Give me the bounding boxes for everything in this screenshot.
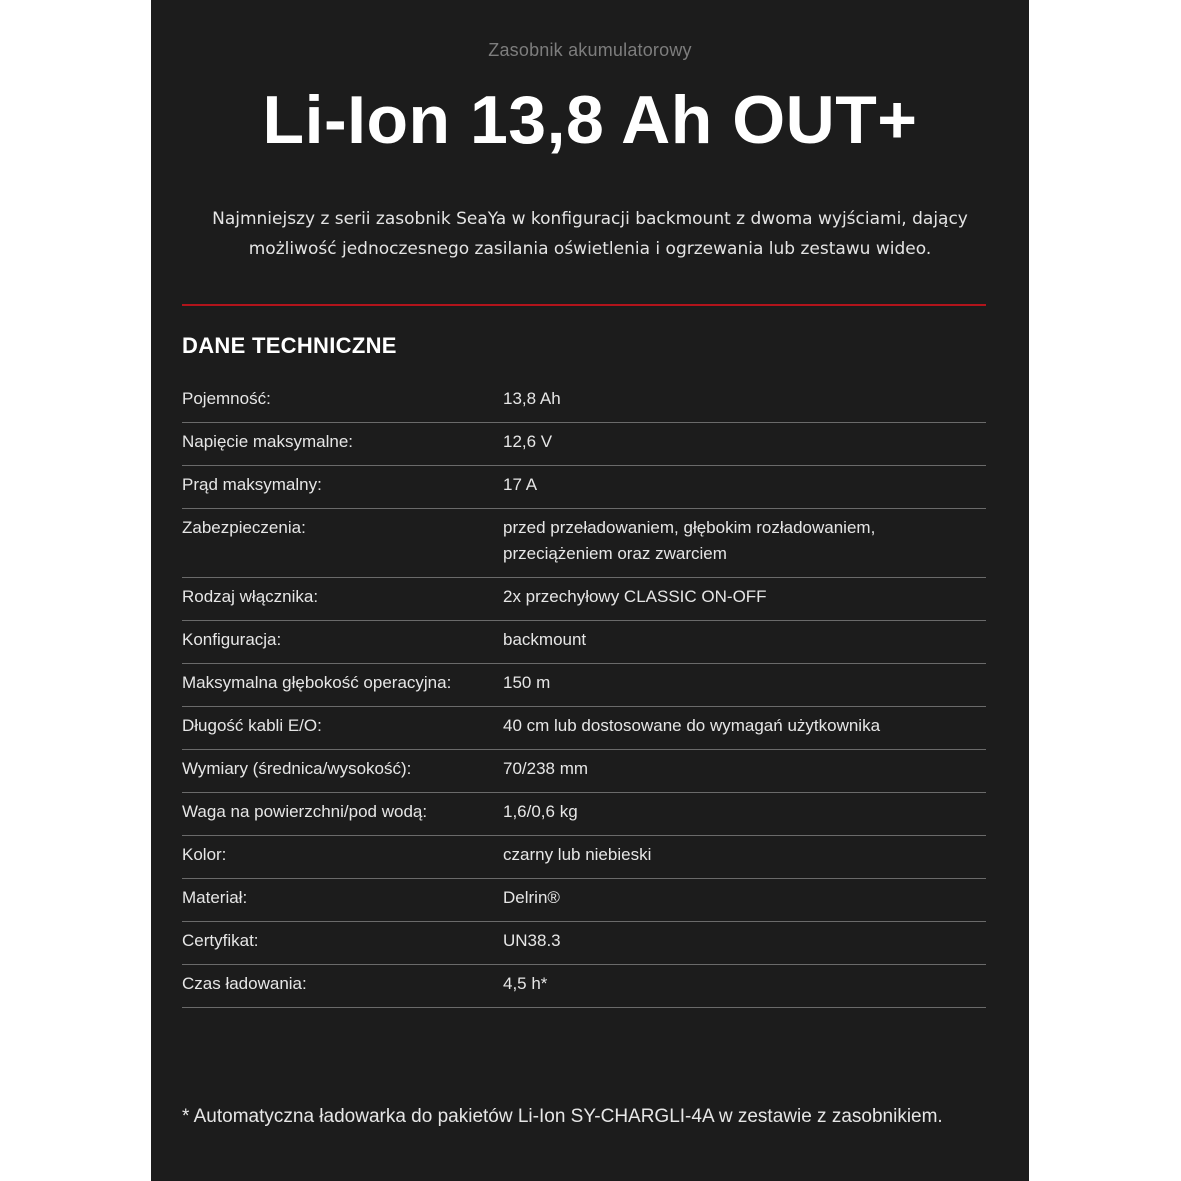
- spec-label: Certyfikat:: [182, 922, 503, 965]
- spec-value: 40 cm lub dostosowane do wymagań użytkownika: [503, 707, 986, 750]
- spec-value: 2x przechyłowy CLASSIC ON-OFF: [503, 578, 986, 621]
- spec-value: 12,6 V: [503, 423, 986, 466]
- table-row: [182, 578, 986, 621]
- product-title: Li-Ion 13,8 Ah OUT+: [262, 82, 918, 158]
- spec-value: 13,8 Ah: [503, 380, 986, 423]
- table-row: [182, 922, 986, 965]
- spec-label: Prąd maksymalny:: [182, 466, 503, 509]
- product-panel: [151, 0, 1029, 1181]
- spec-label: Wymiary (średnica/wysokość):: [182, 750, 503, 793]
- spec-value: backmount: [503, 621, 986, 664]
- spec-value: Delrin®: [503, 879, 986, 922]
- spec-value: 70/238 mm: [503, 750, 986, 793]
- table-row: [182, 423, 986, 466]
- table-row: [182, 793, 986, 836]
- spec-label: Maksymalna głębokość operacyjna:: [182, 664, 503, 707]
- spec-value: 150 m: [503, 664, 986, 707]
- table-row: [182, 707, 986, 750]
- table-row: [182, 509, 986, 578]
- table-row: [182, 879, 986, 922]
- spec-label: Materiał:: [182, 879, 503, 922]
- spec-value: czarny lub niebieski: [503, 836, 986, 879]
- spec-label: Kolor:: [182, 836, 503, 879]
- product-category: Zasobnik akumulatorowy: [488, 40, 692, 60]
- table-row: [182, 750, 986, 793]
- specs-heading: DANE TECHNICZNE: [182, 333, 397, 358]
- spec-label: Napięcie maksymalne:: [182, 423, 503, 466]
- spec-value: UN38.3: [503, 922, 986, 965]
- spec-label: Rodzaj włącznika:: [182, 578, 503, 621]
- table-row: [182, 466, 986, 509]
- spec-label: Pojemność:: [182, 380, 503, 423]
- spec-value: 4,5 h*: [503, 965, 986, 1008]
- section-divider: [182, 304, 986, 306]
- specs-table: [182, 380, 986, 1008]
- product-description: Najmniejszy z serii zasobnik SeaYa w konfiguracji backmount z dwoma wyjściami, dający możliwość jednoczesnego zasilania oświetlenia i ogrzewania lub zestawu wideo.: [212, 209, 968, 259]
- footnote: * Automatyczna ładowarka do pakietów Li-Ion SY-CHARGLI-4A w zestawie z zasobnikiem.: [182, 1106, 943, 1127]
- spec-value: 1,6/0,6 kg: [503, 793, 986, 836]
- table-row: [182, 836, 986, 879]
- table-row: [182, 664, 986, 707]
- spec-label: Zabezpieczenia:: [182, 509, 503, 578]
- spec-value: 17 A: [503, 466, 986, 509]
- spec-label: Waga na powierzchni/pod wodą:: [182, 793, 503, 836]
- table-row: [182, 380, 986, 423]
- spec-label: Czas ładowania:: [182, 965, 503, 1008]
- spec-label: Konfiguracja:: [182, 621, 503, 664]
- table-row: [182, 965, 986, 1008]
- spec-value: przed przeładowaniem, głębokim rozładowaniem, przeciążeniem oraz zwarciem: [503, 509, 986, 578]
- spec-label: Długość kabli E/O:: [182, 707, 503, 750]
- table-row: [182, 621, 986, 664]
